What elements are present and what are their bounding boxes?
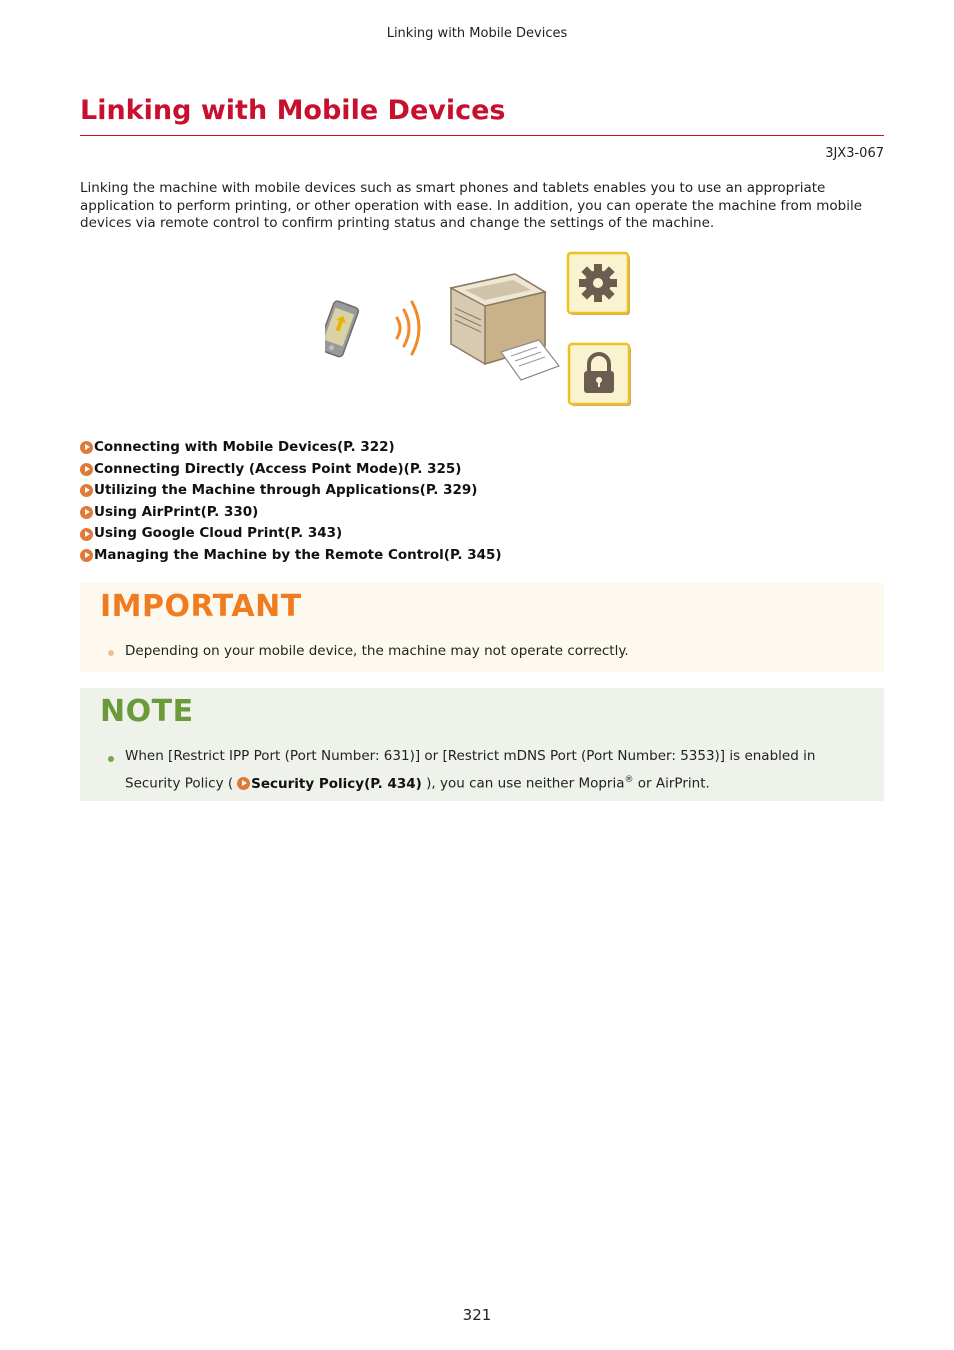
settings-gear-icon: [568, 253, 630, 315]
lock-icon: [569, 344, 631, 406]
important-box: [80, 583, 884, 672]
arrow-right-icon: [80, 528, 93, 541]
arrow-right-icon: [80, 463, 93, 476]
note-text-end: or AirPrint.: [633, 775, 710, 792]
note-item-text: [125, 744, 865, 796]
link-utilizing-applications[interactable]: [80, 480, 502, 502]
title-divider: [80, 135, 884, 136]
link-label: Utilizing the Machine through Applications(P. 329): [94, 482, 478, 499]
note-box: [80, 688, 884, 801]
link-remote-control[interactable]: [80, 545, 502, 567]
bullet-icon: [108, 756, 114, 762]
arrow-right-icon: [80, 484, 93, 497]
note-text-after: ), you can use neither Mopria: [426, 775, 625, 792]
page-number: 321: [462, 1306, 492, 1324]
link-security-policy[interactable]: [233, 776, 422, 792]
link-connecting-with-mobile-devices[interactable]: [80, 437, 502, 459]
printer-icon: [451, 274, 559, 380]
smartphone-icon: [325, 300, 359, 358]
important-item-text: Depending on your mobile device, the machine may not operate correctly.: [125, 643, 629, 659]
wireless-signal-icon: [397, 302, 419, 354]
link-using-airprint[interactable]: [80, 502, 502, 524]
note-text-before: When [Restrict IPP Port (Port Number: 631)] or [Restrict mDNS Port (Port Number: 5353)] is enabled in Security Policy (: [125, 748, 816, 792]
note-heading: NOTE: [100, 694, 194, 729]
link-label: Using Google Cloud Print(P. 343): [94, 525, 343, 542]
link-connecting-directly[interactable]: [80, 459, 502, 481]
arrow-right-icon: [80, 549, 93, 562]
arrow-right-icon: [80, 506, 93, 519]
link-label: Security Policy(P. 434): [251, 775, 422, 792]
running-header: Linking with Mobile Devices: [386, 26, 568, 41]
arrow-right-icon: [237, 777, 250, 790]
link-label: Managing the Machine by the Remote Control(P. 345): [94, 546, 502, 563]
arrow-right-icon: [80, 441, 93, 454]
link-label: Connecting with Mobile Devices(P. 322): [94, 439, 395, 455]
intro-paragraph: Linking the machine with mobile devices such as smart phones and tablets enables you to use an appropriate application to perform printing, or other operation with ease. In addition, you can operate the machine from mobile devices via remote control to confirm printing status and change the settings of the machine.: [80, 180, 863, 231]
page-title: Linking with Mobile Devices: [80, 95, 506, 126]
important-heading: IMPORTANT: [100, 589, 302, 624]
registered-mark: ®: [624, 775, 634, 785]
bullet-icon: [108, 650, 114, 656]
document-code: 3JX3-067: [825, 146, 884, 161]
link-using-google-cloud-print[interactable]: [80, 523, 502, 545]
related-links-list: [80, 437, 502, 567]
link-label: Connecting Directly (Access Point Mode)(P. 325): [94, 460, 462, 477]
link-label: Using AirPrint(P. 330): [94, 503, 259, 520]
mobile-linking-illustration: [325, 248, 635, 408]
